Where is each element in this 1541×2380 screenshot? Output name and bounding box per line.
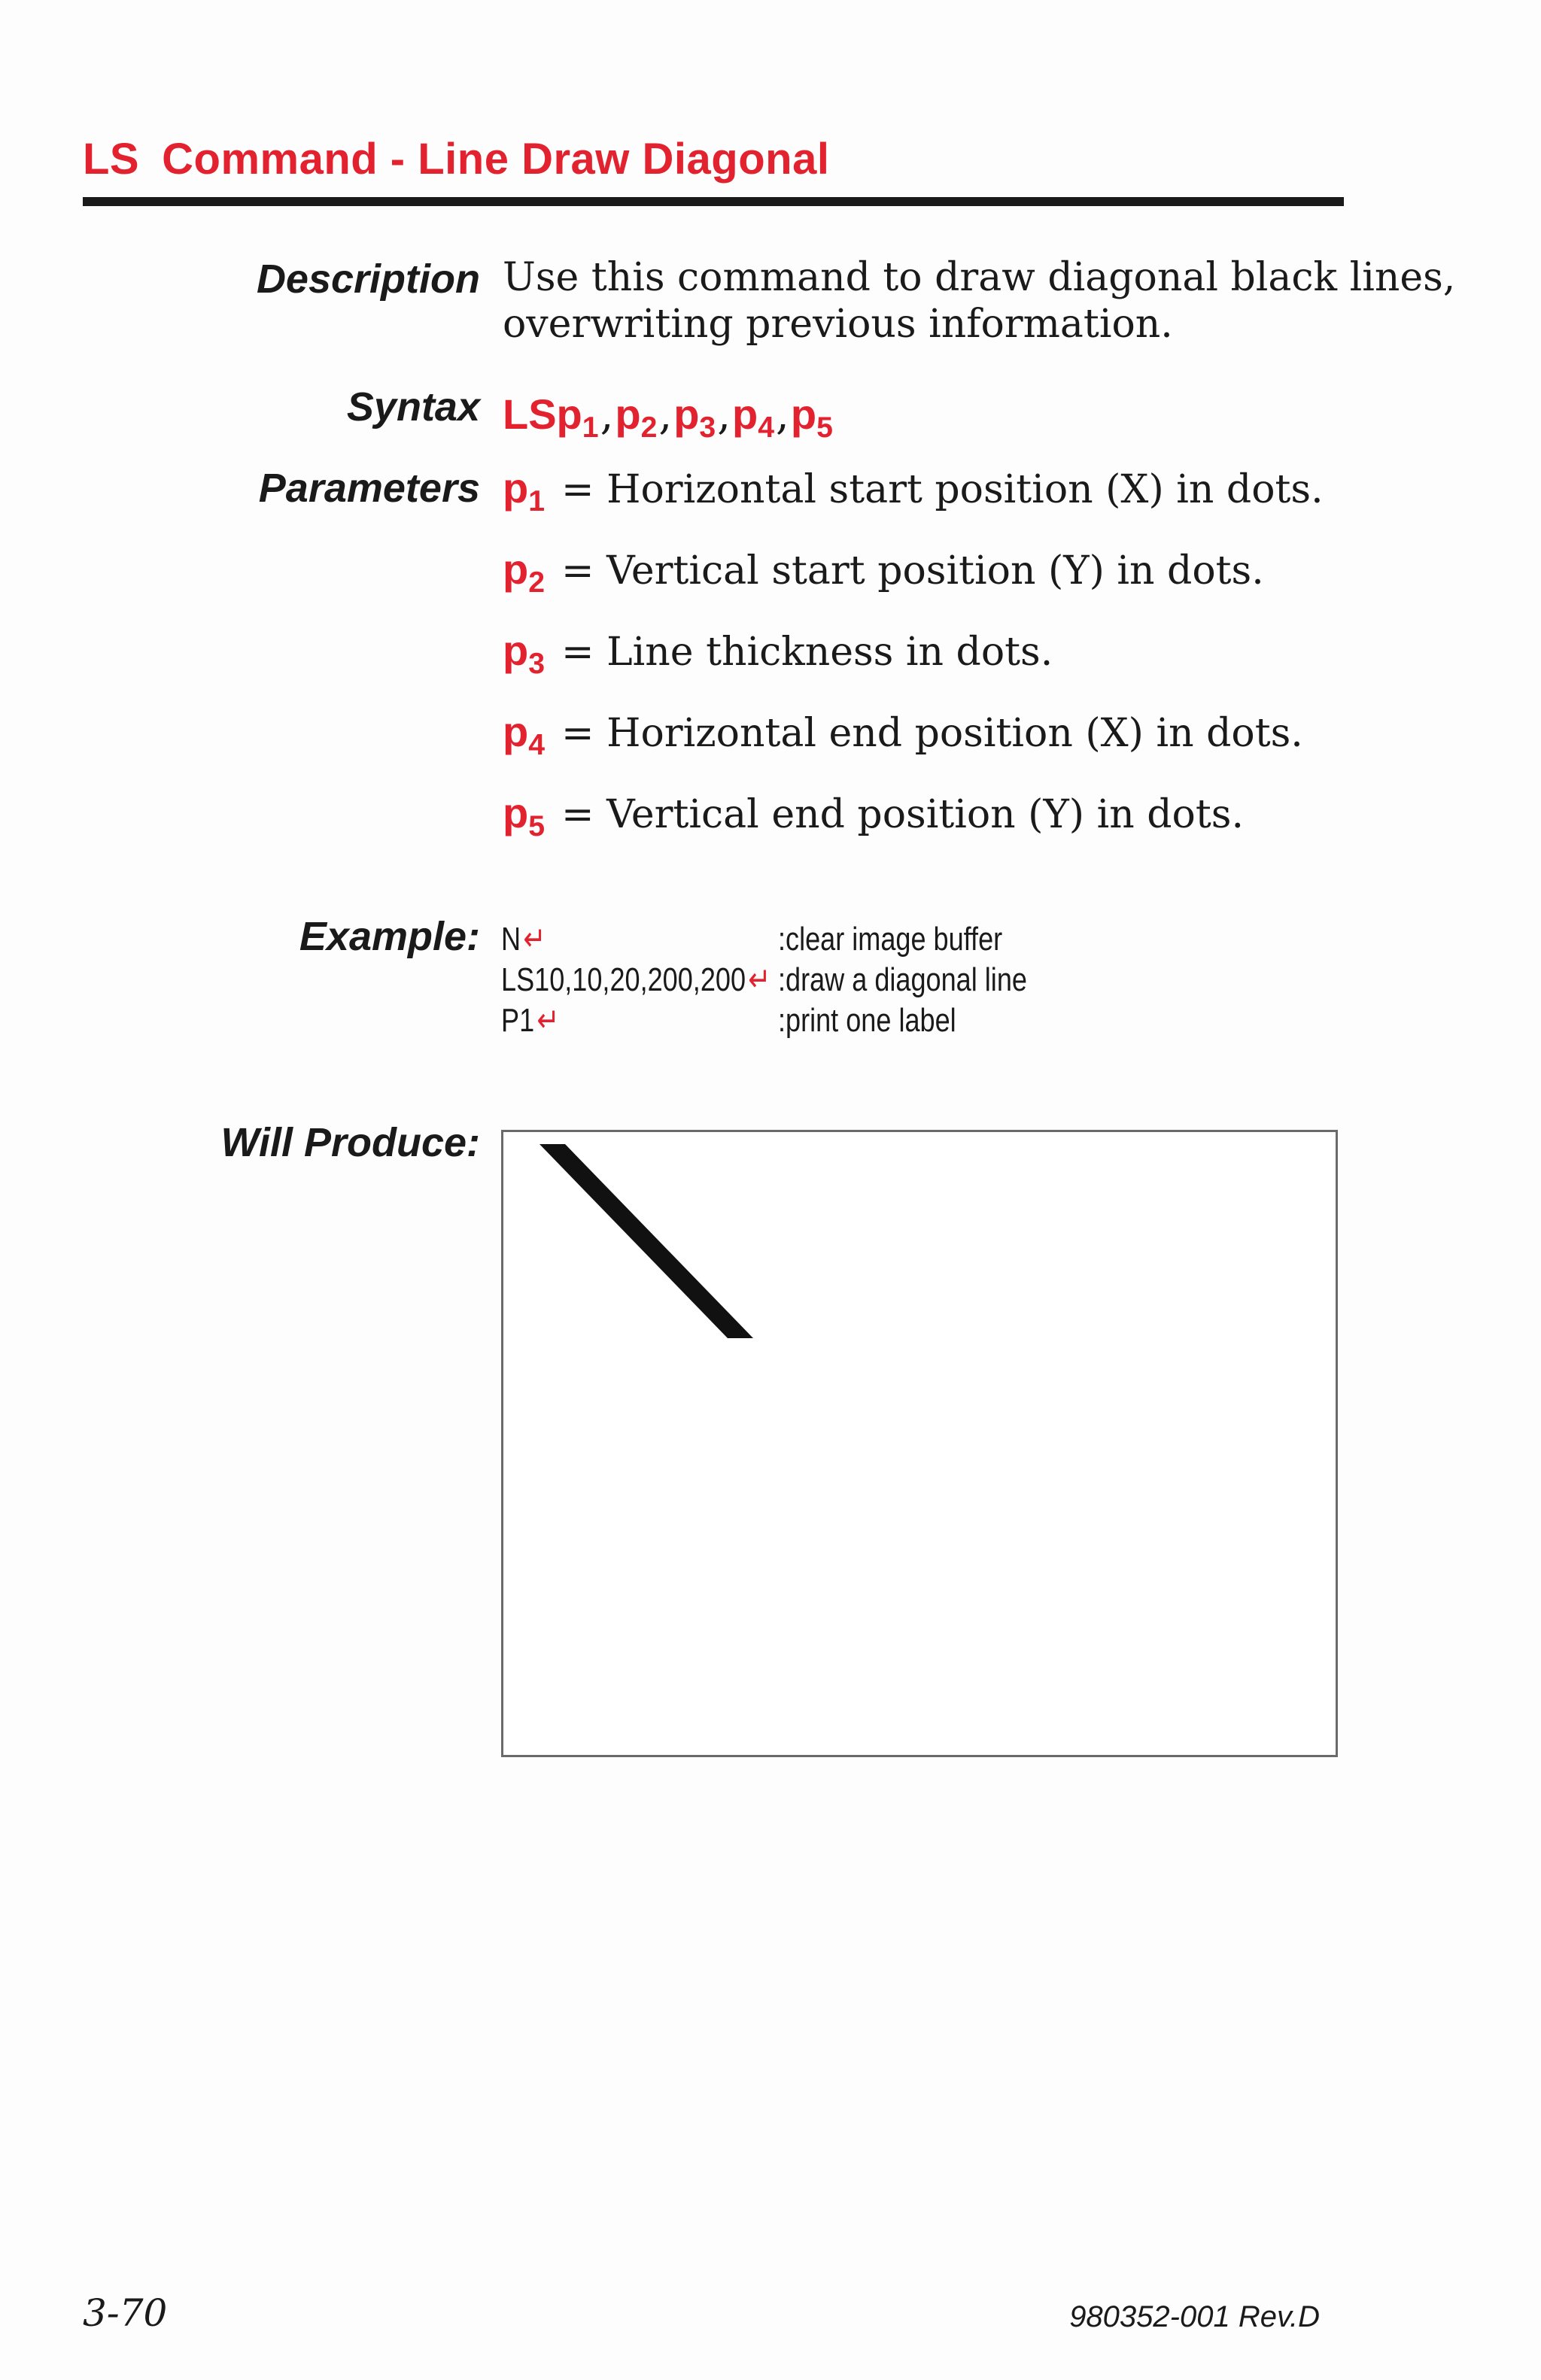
page-number: 3-70 bbox=[83, 2291, 168, 2335]
return-icon: ↵ bbox=[536, 1002, 560, 1039]
label-preview bbox=[501, 1130, 1338, 1757]
parameter-text: = Vertical end position (Y) in dots. bbox=[561, 792, 1244, 837]
syntax-comma: , bbox=[776, 390, 789, 439]
syntax-p: p bbox=[615, 390, 641, 438]
example-code bbox=[501, 919, 771, 1041]
syntax-sub: 3 bbox=[699, 411, 716, 444]
description-text bbox=[503, 254, 1455, 348]
title-rule bbox=[83, 197, 1344, 206]
command-name: LS bbox=[83, 135, 140, 184]
syntax-sub: 4 bbox=[758, 411, 775, 444]
parameter-text: = Horizontal start position (X) in dots. bbox=[561, 467, 1324, 512]
syntax-sub: 1 bbox=[582, 411, 599, 444]
syntax-sub: 5 bbox=[816, 411, 833, 444]
example-comment: :draw a diagonal line bbox=[778, 961, 1027, 998]
parameter-row bbox=[503, 707, 1303, 762]
parameter-name: $p_5$ bbox=[503, 789, 546, 842]
example-comments bbox=[778, 919, 1027, 1041]
will-produce-label: Will Produce: bbox=[220, 1120, 480, 1165]
description-line-2: overwriting previous information. bbox=[503, 302, 1173, 347]
syntax-p: p bbox=[732, 390, 758, 438]
description-label: Description bbox=[256, 257, 480, 302]
description-line-1: Use this command to draw diagonal black lines, bbox=[503, 255, 1456, 300]
syntax-p: p bbox=[673, 390, 700, 438]
syntax-prefix: LSp bbox=[503, 390, 582, 438]
syntax-comma: , bbox=[600, 390, 614, 439]
parameter-text: = Horizontal end position (X) in dots. bbox=[561, 711, 1303, 756]
diagonal-line-drawing bbox=[503, 1132, 1336, 1755]
example-comment: :clear image buffer bbox=[778, 921, 1003, 958]
syntax-comma: , bbox=[717, 390, 731, 439]
parameter-row bbox=[503, 626, 1053, 681]
return-icon: ↵ bbox=[523, 921, 546, 958]
parameters-label: Parameters bbox=[258, 466, 480, 511]
page-title bbox=[83, 134, 829, 184]
parameter-name: $p_4$ bbox=[503, 708, 546, 761]
command-title: Command - Line Draw Diagonal bbox=[162, 135, 830, 184]
example-code-line: LS10,10,20,200,200↵ bbox=[501, 961, 771, 998]
parameter-row bbox=[503, 788, 1244, 843]
return-icon: ↵ bbox=[748, 961, 771, 998]
example-code-line: N↵ bbox=[501, 921, 546, 958]
example-code-line: P1↵ bbox=[501, 1002, 560, 1039]
parameter-name: $p_2$ bbox=[503, 545, 546, 599]
example-label: Example: bbox=[299, 914, 480, 959]
parameter-row bbox=[503, 545, 1264, 600]
parameter-name: $p_1$ bbox=[503, 464, 546, 518]
syntax-text bbox=[503, 390, 833, 445]
diagonal-line bbox=[540, 1144, 753, 1338]
document-number: 980352-001 Rev.D bbox=[1069, 2300, 1320, 2333]
parameter-text: = Vertical start position (Y) in dots. bbox=[561, 548, 1264, 593]
syntax-sub: 2 bbox=[640, 411, 658, 444]
syntax-p: p bbox=[790, 390, 817, 438]
parameter-name: $p_3$ bbox=[503, 627, 546, 680]
parameter-text: = Line thickness in dots. bbox=[561, 630, 1053, 675]
syntax-label: Syntax bbox=[346, 384, 480, 430]
parameter-row bbox=[503, 463, 1324, 518]
example-comment: :print one label bbox=[778, 1002, 956, 1039]
syntax-comma: , bbox=[658, 390, 673, 439]
